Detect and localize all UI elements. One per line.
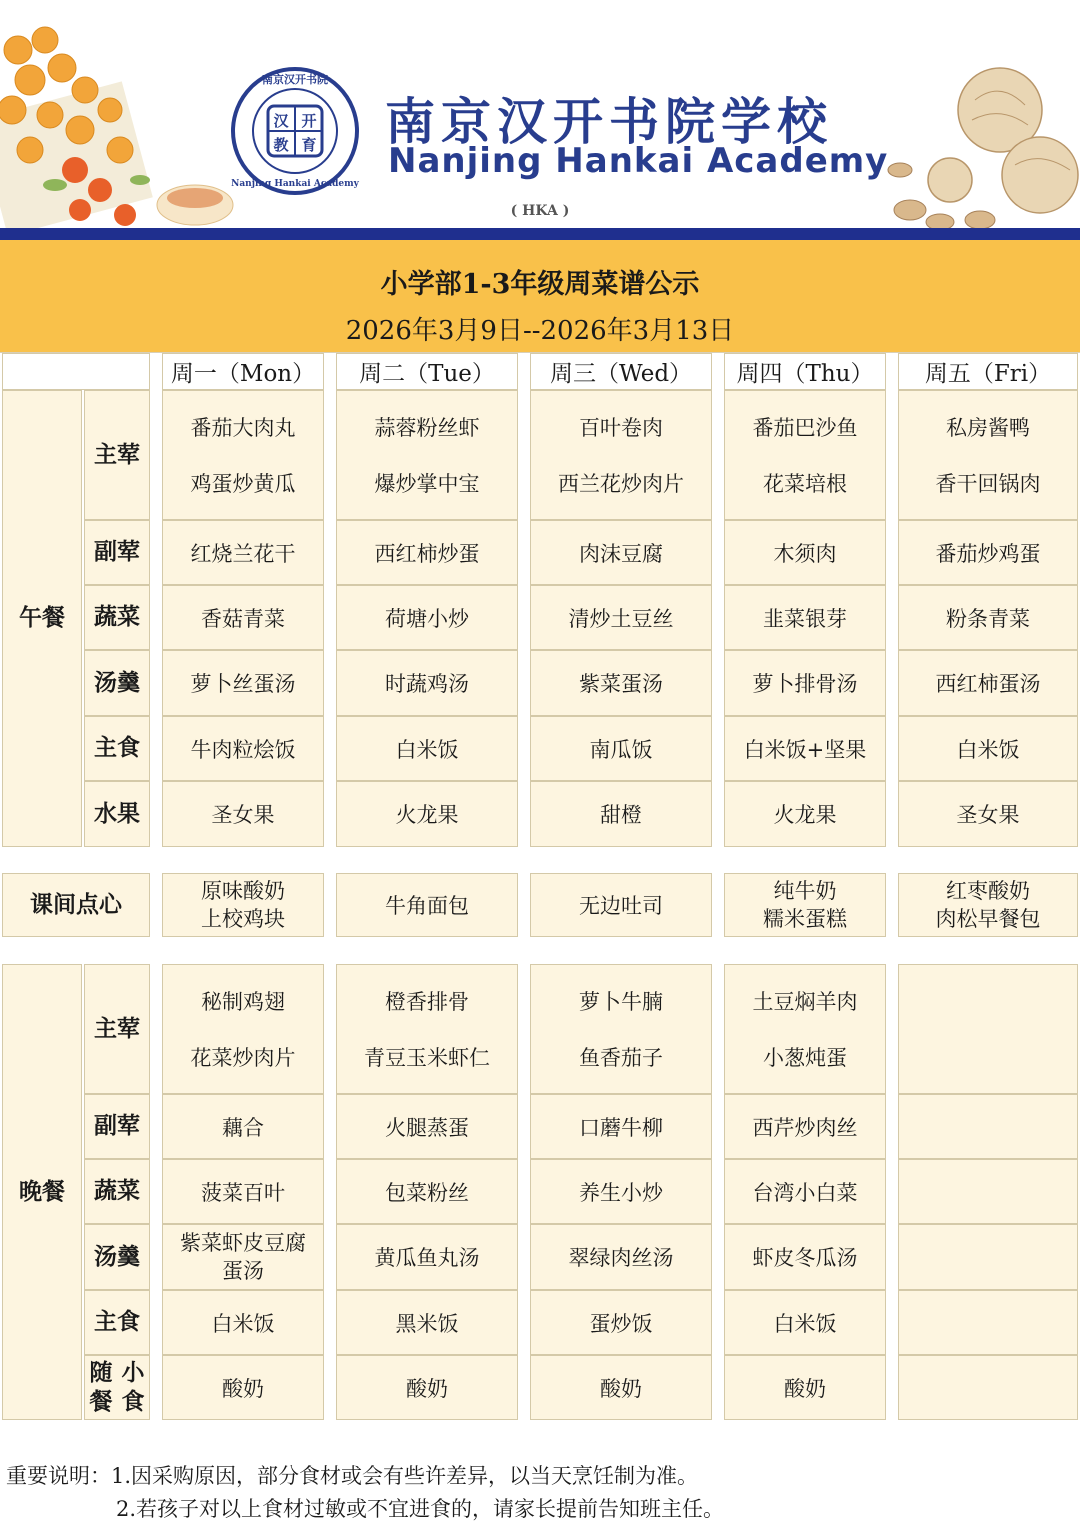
menu-cell (336, 1355, 518, 1420)
menu-cell (530, 964, 712, 1094)
menu-cell (162, 520, 324, 585)
menu-cell-text: 肉沫豆腐 (579, 541, 663, 566)
menu-cell-text: 百叶卷肉 (579, 416, 663, 440)
menu-cell-text: 火龙果 (773, 803, 837, 827)
menu-cell-text: 酸奶 (222, 1376, 264, 1401)
snack-cell-text: 肉松早餐包 (935, 907, 1041, 931)
dinner-label-text: 晚餐 (19, 1177, 65, 1205)
category-label (84, 716, 150, 781)
snack-cell-text: 牛角面包 (385, 894, 469, 918)
category-label-text: 主荤 (94, 1014, 140, 1042)
fruit-decoration-left (0, 10, 240, 235)
menu-cell-text: 西红柿蛋汤 (935, 672, 1041, 696)
menu-cell (336, 1094, 518, 1159)
menu-cell-text: 牛肉粒烩饭 (190, 737, 296, 762)
menu-cell-text: 酸奶 (600, 1376, 642, 1401)
menu-cell-text: 小葱炖蛋 (763, 1046, 847, 1070)
menu-cell (898, 585, 1078, 650)
category-label-text: 主荤 (94, 440, 140, 468)
menu-cell-text: 私房酱鸭 (946, 416, 1030, 440)
school-name-en: Nanjing Hankai Academy (388, 141, 889, 181)
menu-cell (530, 1290, 712, 1355)
snack-cell-text: 原味酸奶 (201, 878, 285, 903)
school-abbr: ( HKA ) (510, 203, 570, 219)
header-divider (0, 228, 1080, 240)
menu-cell-text: 番茄大肉丸 (190, 416, 296, 440)
category-label (84, 390, 150, 520)
category-label (84, 1224, 150, 1290)
menu-cell (898, 1159, 1078, 1224)
day-header (530, 353, 712, 390)
menu-cell (530, 585, 712, 650)
menu-cell (530, 520, 712, 585)
menu-cell-text: 白米饭+坚果 (743, 737, 867, 762)
menu-cell (898, 781, 1078, 847)
menu-cell-text: 圣女果 (211, 803, 275, 827)
menu-cell-text: 粉条青菜 (946, 606, 1030, 631)
menu-cell (724, 1094, 886, 1159)
snack-cell-text: 纯牛奶 (773, 878, 837, 903)
menu-cell (530, 1355, 712, 1420)
menu-cell-text: 荷塘小炒 (385, 606, 469, 631)
header (0, 0, 1080, 242)
school-logo (230, 66, 360, 196)
category-label (84, 1094, 150, 1159)
menu-cell (336, 716, 518, 781)
menu-cell-text: 圣女果 (956, 803, 1020, 827)
menu-cell (336, 1224, 518, 1290)
menu-cell-text: 蒜蓉粉丝虾 (374, 416, 480, 440)
important-notes (6, 1460, 724, 1526)
menu-cell (530, 1224, 712, 1290)
menu-cell (724, 1159, 886, 1224)
svg-text:汉: 汉 (273, 112, 289, 130)
snack-label-text: 课间 (30, 890, 76, 918)
menu-cell-text: 香干回锅肉 (935, 472, 1041, 496)
menu-cell (530, 650, 712, 716)
menu-cell-text: 蛋炒饭 (589, 1311, 653, 1336)
day-header-text: 周四（Thu） (736, 361, 874, 387)
menu-cell-text: 包菜粉丝 (385, 1180, 469, 1205)
svg-text:开: 开 (301, 112, 317, 130)
menu-cell (336, 585, 518, 650)
category-label-text: 水果 (94, 799, 140, 827)
menu-cell-text: 火龙果 (395, 803, 459, 827)
svg-text:Nanjing Hankai Academy: Nanjing Hankai Academy (231, 179, 359, 189)
menu-cell (162, 1355, 324, 1420)
menu-cell (724, 1355, 886, 1420)
menu-cell (162, 1224, 324, 1290)
day-header (162, 353, 324, 390)
snack-label (2, 873, 150, 937)
menu-cell (898, 1224, 1078, 1290)
menu-title: 小学部1-3年级周菜谱公示 (380, 269, 700, 300)
note-2: 2.若孩子对以上食材过敏或不宜进食的，请家长提前告知班主任。 (116, 1497, 725, 1521)
day-header (336, 353, 518, 390)
menu-cell (336, 390, 518, 520)
menu-cell (530, 781, 712, 847)
day-header-text: 周二（Tue） (359, 361, 495, 387)
snack-cell (336, 873, 518, 937)
snack-cell (162, 873, 324, 937)
category-label (84, 964, 150, 1094)
menu-date-range: 2026年3月9日--2026年3月13日 (345, 316, 735, 346)
menu-cell (530, 1159, 712, 1224)
category-label-text: 主食 (94, 734, 140, 762)
nut-decoration-right (880, 60, 1080, 235)
lunch-label (2, 390, 82, 847)
menu-cell (724, 650, 886, 716)
day-header (898, 353, 1078, 390)
menu-cell (336, 781, 518, 847)
menu-cell-text: 紫菜蛋汤 (579, 672, 663, 696)
category-label (84, 585, 150, 650)
menu-cell (724, 520, 886, 585)
menu-cell-text: 白米饭 (211, 1311, 275, 1336)
day-header-text: 周一（Mon） (170, 361, 316, 387)
snack-cell-text: 糯米蛋糕 (763, 907, 847, 931)
category-label-text: 副荤 (94, 1112, 140, 1140)
menu-cell-text: 花菜炒肉片 (190, 1046, 296, 1070)
menu-cell-text: 时蔬鸡汤 (385, 672, 469, 696)
menu-cell-text: 萝卜丝蛋汤 (190, 672, 296, 696)
menu-cell-text: 白米饭 (956, 737, 1020, 762)
menu-cell-text: 甜橙 (600, 803, 642, 827)
menu-cell (898, 1290, 1078, 1355)
menu-cell (162, 1094, 324, 1159)
category-label (84, 1355, 150, 1420)
menu-cell-text: 蛋汤 (222, 1259, 264, 1283)
menu-cell-text: 台湾小白菜 (752, 1180, 858, 1205)
menu-cell-text: 紫菜虾皮豆腐 (180, 1230, 306, 1255)
menu-cell (336, 520, 518, 585)
svg-text:育: 育 (301, 136, 317, 154)
menu-cell-text: 花菜培根 (763, 472, 847, 496)
category-label (84, 1290, 150, 1355)
menu-cell-text: 土豆焖羊肉 (752, 990, 858, 1014)
snack-cell (724, 873, 886, 937)
menu-cell (724, 1290, 886, 1355)
category-label (84, 781, 150, 847)
school-name-cn: 南京汉开书院学校 (385, 93, 833, 151)
menu-cell-text: 酸奶 (406, 1376, 448, 1401)
menu-cell (898, 716, 1078, 781)
category-label-text: 蔬菜 (94, 1177, 140, 1205)
category-label (84, 650, 150, 716)
menu-cell-text: 西芹炒肉丝 (752, 1115, 858, 1140)
category-label-text: 副荤 (94, 538, 140, 566)
menu-cell (336, 1290, 518, 1355)
svg-text:教: 教 (273, 136, 289, 154)
menu-cell (336, 1159, 518, 1224)
menu-cell-text: 菠菜百叶 (201, 1180, 285, 1205)
corner-cell (2, 353, 150, 390)
snack-label-text: 点心 (76, 890, 122, 918)
menu-cell (898, 1094, 1078, 1159)
menu-cell-text: 养生小炒 (579, 1180, 663, 1205)
menu-cell-text: 番茄炒鸡蛋 (935, 541, 1041, 566)
menu-cell-text: 红烧兰花干 (190, 541, 296, 566)
menu-cell-text: 秘制鸡翅 (201, 990, 285, 1014)
menu-cell (724, 390, 886, 520)
day-header-text: 周三（Wed） (549, 361, 693, 387)
menu-cell (898, 964, 1078, 1094)
dinner-label (2, 964, 82, 1420)
menu-cell (724, 964, 886, 1094)
category-label-text: 随餐 (89, 1358, 113, 1415)
menu-cell-text: 橙香排骨 (385, 990, 469, 1014)
menu-cell-text: 萝卜排骨汤 (752, 672, 858, 696)
menu-cell-text: 口蘑牛柳 (579, 1115, 663, 1140)
menu-cell (530, 390, 712, 520)
menu-cell-text: 翠绿肉丝汤 (568, 1246, 674, 1270)
menu-cell-text: 爆炒掌中宝 (374, 472, 480, 496)
category-label (84, 520, 150, 585)
category-label-text: 主食 (94, 1308, 140, 1336)
menu-cell-text: 青豆玉米虾仁 (364, 1046, 490, 1070)
menu-cell-text: 酸奶 (784, 1376, 826, 1401)
svg-text:南京汉开书院: 南京汉开书院 (262, 73, 328, 86)
menu-cell (162, 390, 324, 520)
menu-cell-text: 韭菜银芽 (763, 606, 847, 631)
snack-cell-text: 上校鸡块 (201, 907, 285, 931)
menu-cell (898, 1355, 1078, 1420)
menu-cell (530, 1094, 712, 1159)
menu-cell-text: 萝卜牛腩 (579, 990, 663, 1014)
note-1: 重要说明：1.因采购原因，部分食材或会有些许差异，以当天烹饪制为准。 (6, 1464, 699, 1488)
menu-cell (898, 650, 1078, 716)
day-header (724, 353, 886, 390)
menu-cell (724, 585, 886, 650)
menu-cell (336, 650, 518, 716)
menu-cell-text: 虾皮冬瓜汤 (752, 1246, 858, 1270)
menu-cell (162, 650, 324, 716)
category-label-text: 汤羹 (94, 1242, 140, 1270)
lunch-label-text: 午餐 (19, 604, 65, 632)
menu-cell-text: 火腿蒸蛋 (385, 1115, 469, 1140)
menu-cell (162, 781, 324, 847)
menu-cell (530, 716, 712, 781)
menu-cell (898, 390, 1078, 520)
category-label-text: 蔬菜 (94, 603, 140, 631)
menu-cell (724, 781, 886, 847)
weekly-menu-table (0, 352, 1080, 1421)
menu-cell (162, 964, 324, 1094)
menu-cell-text: 南瓜饭 (589, 737, 653, 762)
menu-cell-text: 清炒土豆丝 (568, 606, 674, 631)
category-label (84, 1159, 150, 1224)
snack-cell (530, 873, 712, 937)
menu-cell (162, 716, 324, 781)
menu-cell (898, 520, 1078, 585)
menu-cell-text: 番茄巴沙鱼 (752, 416, 858, 440)
menu-cell-text: 白米饭 (395, 737, 459, 762)
menu-cell (724, 1224, 886, 1290)
category-label-text: 小食 (121, 1358, 145, 1415)
menu-cell (162, 1290, 324, 1355)
menu-cell-text: 木须肉 (773, 541, 837, 566)
menu-cell (162, 1159, 324, 1224)
snack-cell (898, 873, 1078, 937)
menu-cell (336, 964, 518, 1094)
menu-cell-text: 香菇青菜 (201, 606, 285, 631)
menu-cell (162, 585, 324, 650)
snack-cell-text: 无边吐司 (579, 894, 663, 918)
menu-cell-text: 黄瓜鱼丸汤 (374, 1246, 480, 1270)
menu-cell-text: 黑米饭 (395, 1311, 459, 1336)
menu-cell-text: 藕合 (222, 1115, 264, 1140)
menu-cell-text: 西兰花炒肉片 (558, 472, 684, 496)
menu-cell-text: 西红柿炒蛋 (374, 541, 480, 566)
snack-cell-text: 红枣酸奶 (946, 878, 1030, 903)
menu-cell-text: 鱼香茄子 (579, 1046, 663, 1070)
menu-cell-text: 白米饭 (773, 1311, 837, 1336)
category-label-text: 汤羹 (94, 668, 140, 696)
day-header-text: 周五（Fri） (924, 361, 1052, 387)
menu-cell (724, 716, 886, 781)
menu-cell-text: 鸡蛋炒黄瓜 (190, 472, 296, 496)
